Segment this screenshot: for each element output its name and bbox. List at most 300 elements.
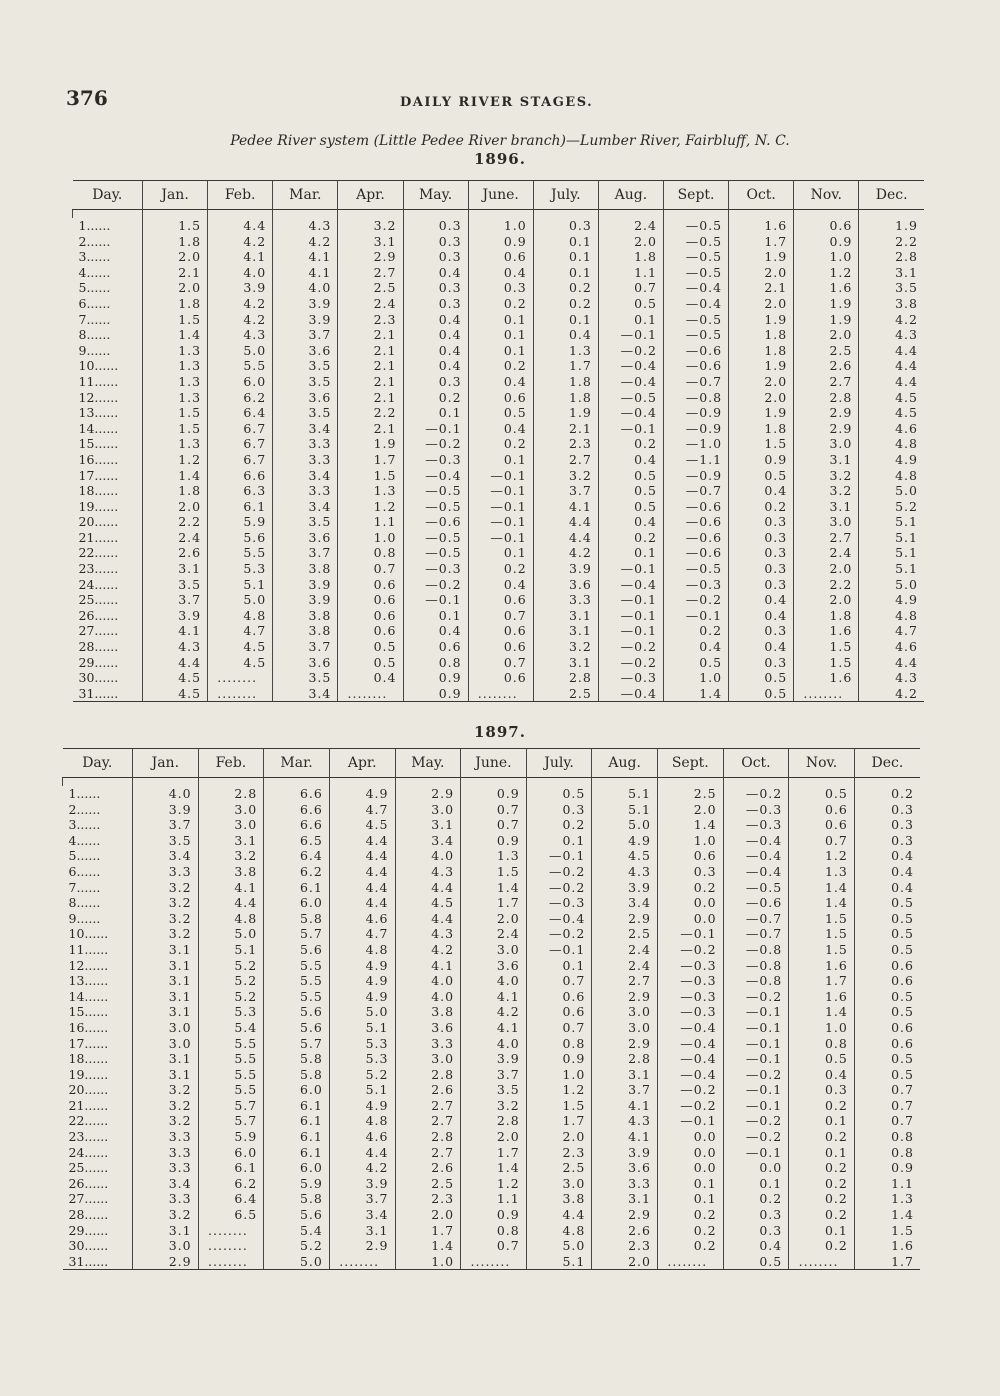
column-header-month: Mar. <box>264 749 330 778</box>
stage-value: 4.6 <box>859 639 924 655</box>
stage-value: 4.5 <box>329 817 395 833</box>
stage-value: 2.9 <box>592 1036 658 1052</box>
day-number: 23...... <box>78 561 119 577</box>
stage-value: 3.2 <box>794 483 859 499</box>
stage-value: —0.4 <box>723 864 789 880</box>
stage-value: —0.2 <box>664 592 729 608</box>
stage-value: —0.1 <box>403 592 468 608</box>
stage-value: —0.1 <box>723 1036 789 1052</box>
stage-value: 3.3 <box>273 452 338 468</box>
stage-value: 0.1 <box>403 608 468 624</box>
stage-value: 5.2 <box>859 499 924 515</box>
stage-value: 4.4 <box>329 864 395 880</box>
stage-value: —0.5 <box>664 249 729 265</box>
table-row <box>73 686 925 702</box>
stage-value: 2.5 <box>338 280 403 296</box>
stage-value: 3.0 <box>592 1020 658 1036</box>
stage-value: 0.5 <box>854 926 920 942</box>
column-header-month: Feb. <box>198 749 264 778</box>
stage-value: 4.5 <box>859 390 924 406</box>
column-header-month: Dec. <box>859 181 924 210</box>
stage-value: 0.2 <box>789 1207 855 1223</box>
table-row <box>63 973 921 989</box>
stage-value: 3.0 <box>198 817 264 833</box>
stage-value: 4.2 <box>395 942 461 958</box>
stage-value: 3.6 <box>273 655 338 671</box>
stage-value: 4.0 <box>395 989 461 1005</box>
stage-value: 1.7 <box>461 1145 527 1161</box>
stage-value: 1.4 <box>658 817 724 833</box>
day-number: 25...... <box>78 592 119 608</box>
stage-value: 0.1 <box>598 545 663 561</box>
stage-value: 3.6 <box>395 1020 461 1036</box>
stage-value: 0.8 <box>403 655 468 671</box>
blank-cell: ........ <box>198 1223 264 1239</box>
stage-value: 1.0 <box>794 249 859 265</box>
stage-value: 3.9 <box>273 312 338 328</box>
stage-value: 3.2 <box>338 218 403 234</box>
stage-value: 1.5 <box>794 655 859 671</box>
stage-value: 0.5 <box>789 786 855 802</box>
blank-cell: ........ <box>658 1254 724 1270</box>
stage-value: 6.4 <box>208 405 273 421</box>
stage-value: —0.2 <box>723 1113 789 1129</box>
stage-value: 2.8 <box>794 390 859 406</box>
column-header-month: June. <box>468 181 533 210</box>
stage-value: 1.9 <box>794 312 859 328</box>
stage-value: —0.1 <box>658 926 724 942</box>
stage-value: 1.3 <box>143 436 208 452</box>
stage-value: —0.1 <box>723 1098 789 1114</box>
stage-value: —0.3 <box>658 1004 724 1020</box>
day-number: 3...... <box>78 249 111 265</box>
stage-value: 5.1 <box>859 514 924 530</box>
stage-value: 2.0 <box>729 265 794 281</box>
stage-value: 1.5 <box>794 639 859 655</box>
stage-value: 2.0 <box>794 327 859 343</box>
stage-value: 0.3 <box>854 833 920 849</box>
stage-value: —0.6 <box>403 514 468 530</box>
stage-value: —0.1 <box>598 421 663 437</box>
stage-value: 1.5 <box>143 405 208 421</box>
table-row <box>73 421 925 437</box>
stage-value: 5.8 <box>264 1051 330 1067</box>
stage-value: 4.4 <box>329 895 395 911</box>
stage-value: 0.1 <box>658 1176 724 1192</box>
column-header-month: July. <box>533 181 598 210</box>
stage-value: 1.8 <box>794 608 859 624</box>
stage-value: 3.1 <box>859 265 924 281</box>
stage-value: 5.5 <box>208 358 273 374</box>
stage-value: —0.6 <box>664 514 729 530</box>
stage-value: 2.8 <box>198 786 264 802</box>
stage-value: 3.0 <box>592 1004 658 1020</box>
stage-value: 3.0 <box>794 436 859 452</box>
stage-value: 1.1 <box>461 1191 527 1207</box>
table-row <box>73 265 925 281</box>
stage-value: —1.1 <box>664 452 729 468</box>
stage-value: 5.1 <box>592 802 658 818</box>
table-row <box>73 452 925 468</box>
stage-value: 3.9 <box>208 280 273 296</box>
table-row <box>73 623 925 639</box>
stage-value: 3.0 <box>461 942 527 958</box>
stage-value: 5.0 <box>198 926 264 942</box>
stage-value: —0.1 <box>468 499 533 515</box>
stage-value: 1.2 <box>789 848 855 864</box>
stage-value: 6.0 <box>264 1082 330 1098</box>
stage-value: 1.9 <box>533 405 598 421</box>
stage-value: 6.1 <box>264 1129 330 1145</box>
stage-value: 4.2 <box>273 234 338 250</box>
table-row <box>63 880 921 896</box>
stage-value: 1.6 <box>794 670 859 686</box>
stage-value: —0.5 <box>664 234 729 250</box>
table-row <box>73 218 925 234</box>
stage-value: 4.5 <box>859 405 924 421</box>
stage-value: 0.4 <box>729 639 794 655</box>
stage-value: 1.4 <box>664 686 729 702</box>
stage-value: —1.0 <box>664 436 729 452</box>
stage-value: 4.9 <box>859 452 924 468</box>
stage-value: 4.4 <box>329 833 395 849</box>
stage-value: 1.0 <box>338 530 403 546</box>
stage-value: 1.4 <box>143 327 208 343</box>
day-number: 14...... <box>78 420 119 436</box>
stage-value: 0.5 <box>338 655 403 671</box>
stage-value: —0.4 <box>658 1067 724 1083</box>
stage-value: 4.1 <box>273 249 338 265</box>
stage-value: 5.9 <box>208 514 273 530</box>
stage-value: 2.0 <box>658 802 724 818</box>
stage-value: 2.6 <box>395 1082 461 1098</box>
stage-value: 0.6 <box>403 639 468 655</box>
stage-value: 3.9 <box>533 561 598 577</box>
stage-value: —0.8 <box>723 942 789 958</box>
stage-value: 2.8 <box>395 1067 461 1083</box>
stage-value: 3.9 <box>133 802 199 818</box>
stage-value: 0.3 <box>468 280 533 296</box>
stage-value: 0.3 <box>729 623 794 639</box>
stage-value: 3.1 <box>133 942 199 958</box>
stage-value: 4.4 <box>143 655 208 671</box>
stage-value: 4.3 <box>592 1113 658 1129</box>
stage-value: 2.4 <box>461 926 527 942</box>
stage-value: 2.2 <box>143 514 208 530</box>
stage-value: 1.6 <box>789 989 855 1005</box>
stage-value: 1.5 <box>789 942 855 958</box>
stage-value: 0.5 <box>854 895 920 911</box>
stage-value: 0.2 <box>789 1129 855 1145</box>
column-header-month: Mar. <box>273 181 338 210</box>
stage-value: 0.3 <box>403 234 468 250</box>
stage-value: 6.1 <box>264 1113 330 1129</box>
stage-value: 1.4 <box>854 1207 920 1223</box>
stage-value: 4.2 <box>859 312 924 328</box>
stage-value: 3.1 <box>592 1067 658 1083</box>
stage-value: 0.1 <box>658 1191 724 1207</box>
stage-value: 1.1 <box>854 1176 920 1192</box>
stage-value: 2.5 <box>658 786 724 802</box>
stage-value: 0.6 <box>794 218 859 234</box>
stage-value: 0.5 <box>854 911 920 927</box>
stage-value: 2.4 <box>338 296 403 312</box>
day-number: 8...... <box>78 327 111 343</box>
day-number: 16...... <box>68 1019 109 1035</box>
stage-value: 0.9 <box>468 234 533 250</box>
stage-value: 3.4 <box>133 848 199 864</box>
stage-value: 3.5 <box>273 405 338 421</box>
stage-value: 1.3 <box>338 483 403 499</box>
column-header-month: Sept. <box>658 749 724 778</box>
stage-value: 3.1 <box>133 989 199 1005</box>
stage-value: 5.0 <box>208 343 273 359</box>
stage-value: 2.3 <box>395 1191 461 1207</box>
column-header-month: Sept. <box>664 181 729 210</box>
stage-value: 0.2 <box>729 499 794 515</box>
stage-value: 5.3 <box>208 561 273 577</box>
stage-value: —0.3 <box>658 989 724 1005</box>
table-row <box>73 280 925 296</box>
stage-value: 3.7 <box>143 592 208 608</box>
stage-value: 3.2 <box>794 468 859 484</box>
stage-value: 4.9 <box>329 1098 395 1114</box>
stage-value: 5.6 <box>208 530 273 546</box>
stage-value: 0.4 <box>854 864 920 880</box>
stage-value: 0.7 <box>461 802 527 818</box>
header-row <box>63 749 921 778</box>
day-number: 8...... <box>68 895 101 911</box>
day-number: 22...... <box>78 545 119 561</box>
stage-value: 2.0 <box>395 1207 461 1223</box>
stage-value: 0.3 <box>729 561 794 577</box>
table-row <box>63 958 921 974</box>
day-number: 26...... <box>68 1175 109 1191</box>
table-row <box>73 374 925 390</box>
stage-value: 3.0 <box>526 1176 592 1192</box>
column-header-month: Nov. <box>794 181 859 210</box>
day-number: 10...... <box>68 926 109 942</box>
stage-value: 3.2 <box>133 1207 199 1223</box>
stage-value: 1.8 <box>729 327 794 343</box>
stage-value: 0.3 <box>403 249 468 265</box>
stage-value: 4.4 <box>395 880 461 896</box>
stage-value: 4.2 <box>859 686 924 702</box>
stage-value: 0.9 <box>794 234 859 250</box>
stage-value: 3.3 <box>592 1176 658 1192</box>
day-number: 11...... <box>78 373 119 389</box>
stage-value: —0.4 <box>403 468 468 484</box>
table-row <box>73 343 925 359</box>
stage-value: 2.0 <box>592 1254 658 1270</box>
stage-value: 0.2 <box>598 530 663 546</box>
stage-value: —0.5 <box>403 530 468 546</box>
stage-value: 4.5 <box>208 655 273 671</box>
stage-value: 5.7 <box>198 1113 264 1129</box>
stage-value: —0.1 <box>598 623 663 639</box>
stage-value: 0.1 <box>468 312 533 328</box>
stage-value: 5.2 <box>329 1067 395 1083</box>
day-number: 25...... <box>68 1160 109 1176</box>
stage-value: 0.0 <box>658 911 724 927</box>
day-number: 27...... <box>78 623 119 639</box>
stage-value: 0.8 <box>461 1223 527 1239</box>
stage-value: 4.8 <box>859 436 924 452</box>
stage-value: 2.7 <box>794 530 859 546</box>
stage-value: 0.6 <box>338 577 403 593</box>
table-row <box>73 514 925 530</box>
stage-value: 4.9 <box>592 833 658 849</box>
stage-value: 0.6 <box>468 670 533 686</box>
stage-value: 1.3 <box>854 1191 920 1207</box>
stage-value: 1.5 <box>143 421 208 437</box>
table-row <box>73 296 925 312</box>
stage-value: 6.0 <box>264 1160 330 1176</box>
stage-value: 1.3 <box>533 343 598 359</box>
stage-value: 0.4 <box>468 265 533 281</box>
stage-value: 5.2 <box>198 973 264 989</box>
stage-value: 3.7 <box>133 817 199 833</box>
stage-value: 2.7 <box>395 1098 461 1114</box>
stage-value: 3.1 <box>329 1223 395 1239</box>
stage-value: 3.1 <box>794 499 859 515</box>
stage-value: 0.7 <box>338 561 403 577</box>
stage-value: 3.1 <box>533 608 598 624</box>
stage-value: 3.4 <box>273 499 338 515</box>
stage-value: 3.0 <box>133 1238 199 1254</box>
stage-value: 5.0 <box>592 817 658 833</box>
table-row <box>63 942 921 958</box>
day-number: 4...... <box>68 832 101 848</box>
stage-value: —0.5 <box>403 483 468 499</box>
day-number: 18...... <box>68 1051 109 1067</box>
stage-value: 1.3 <box>143 343 208 359</box>
stage-value: 3.2 <box>133 1082 199 1098</box>
stage-value: 0.7 <box>468 655 533 671</box>
day-number: 24...... <box>78 576 119 592</box>
column-header-month: Nov. <box>789 749 855 778</box>
stage-value: 0.5 <box>729 468 794 484</box>
stage-value: 0.8 <box>338 545 403 561</box>
day-number: 7...... <box>68 879 101 895</box>
stage-value: 6.0 <box>264 895 330 911</box>
stage-value: —0.5 <box>403 545 468 561</box>
stage-value: 5.5 <box>198 1082 264 1098</box>
stage-value: 1.9 <box>729 312 794 328</box>
day-number: 5...... <box>68 848 101 864</box>
stage-value: 1.5 <box>789 911 855 927</box>
stage-value: 4.9 <box>329 973 395 989</box>
stage-value: 2.9 <box>329 1238 395 1254</box>
blank-cell: ........ <box>198 1254 264 1270</box>
day-number: 15...... <box>78 436 119 452</box>
stage-value: —0.5 <box>664 312 729 328</box>
stage-value: 4.5 <box>208 639 273 655</box>
stage-value: —0.4 <box>598 405 663 421</box>
stage-value: 2.5 <box>533 686 598 702</box>
stage-value: 2.1 <box>533 421 598 437</box>
stage-value: —0.1 <box>468 514 533 530</box>
stage-value: 0.2 <box>598 436 663 452</box>
stage-value: —0.1 <box>658 1113 724 1129</box>
stage-value: 4.5 <box>395 895 461 911</box>
day-number: 10...... <box>78 358 119 374</box>
table-row <box>73 327 925 343</box>
stage-value: 0.3 <box>729 545 794 561</box>
stage-value: 2.0 <box>526 1129 592 1145</box>
stage-value: 3.7 <box>329 1191 395 1207</box>
stage-value: 2.0 <box>143 280 208 296</box>
stage-value: 3.1 <box>133 1223 199 1239</box>
stage-value: 1.9 <box>729 405 794 421</box>
table-row <box>63 1129 921 1145</box>
stage-value: —0.1 <box>598 327 663 343</box>
stage-value: 3.6 <box>533 577 598 593</box>
stage-value: 3.1 <box>533 623 598 639</box>
day-number: 27...... <box>68 1191 109 1207</box>
stage-value: 0.6 <box>338 608 403 624</box>
stage-value: 3.3 <box>273 483 338 499</box>
table-row <box>63 786 921 802</box>
stage-value: 0.4 <box>468 577 533 593</box>
stage-value: 4.2 <box>533 545 598 561</box>
stage-value: 0.4 <box>729 483 794 499</box>
day-number: 9...... <box>78 342 111 358</box>
table-row <box>73 468 925 484</box>
stage-value: 3.5 <box>273 514 338 530</box>
table-subtitle: Pedee River system (Little Pedee River branch)—Lumber River, Fairbluff, N. C. <box>230 133 790 149</box>
stage-value: 3.5 <box>859 280 924 296</box>
day-number: 30...... <box>78 670 119 686</box>
column-header-month: Apr. <box>338 181 403 210</box>
stage-value: —0.2 <box>598 655 663 671</box>
day-number: 6...... <box>68 863 101 879</box>
stage-value: 4.8 <box>329 942 395 958</box>
stage-value: 2.1 <box>338 421 403 437</box>
stage-value: 4.3 <box>592 864 658 880</box>
table-row <box>63 864 921 880</box>
stage-value: 2.3 <box>592 1238 658 1254</box>
stage-value: 4.6 <box>859 421 924 437</box>
stage-value: 5.0 <box>208 592 273 608</box>
stage-value: 2.4 <box>794 545 859 561</box>
stage-value: 5.5 <box>208 545 273 561</box>
stage-value: —0.1 <box>598 592 663 608</box>
stage-value: 3.2 <box>533 468 598 484</box>
stage-value: 2.0 <box>729 390 794 406</box>
day-number: 29...... <box>78 654 119 670</box>
stage-value: 5.4 <box>198 1020 264 1036</box>
stage-value: 0.8 <box>789 1036 855 1052</box>
stage-value: 0.1 <box>403 405 468 421</box>
stage-value: 3.2 <box>198 848 264 864</box>
stage-value: 5.7 <box>264 1036 330 1052</box>
day-number: 1...... <box>78 218 111 233</box>
blank-cell: ........ <box>794 686 859 702</box>
day-number: 22...... <box>68 1113 109 1129</box>
stage-value: 3.4 <box>133 1176 199 1192</box>
stage-value: 2.7 <box>592 973 658 989</box>
day-number: 21...... <box>78 529 119 545</box>
stage-value: 0.2 <box>533 280 598 296</box>
stage-value: 4.4 <box>859 343 924 359</box>
stage-value: —0.5 <box>403 499 468 515</box>
stage-value: 0.0 <box>658 1145 724 1161</box>
stage-value: 0.4 <box>468 421 533 437</box>
stage-value: 6.7 <box>208 452 273 468</box>
stage-value: 0.3 <box>403 296 468 312</box>
page-number: 376 <box>66 86 108 110</box>
